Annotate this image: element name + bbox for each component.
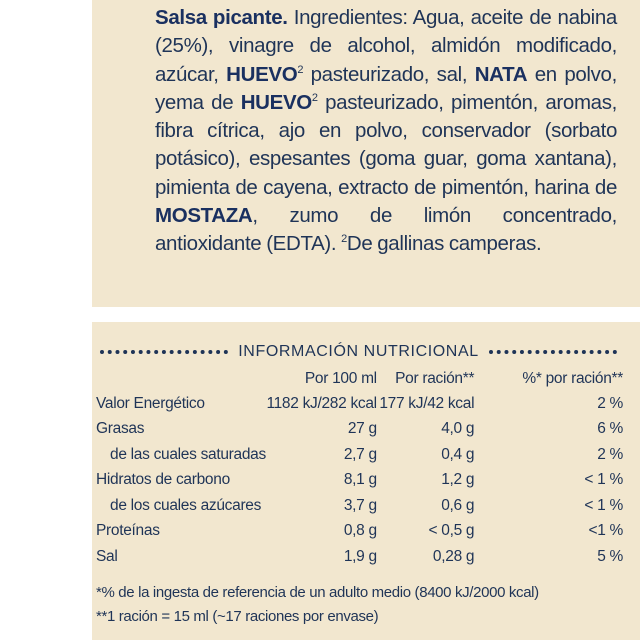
nutrient-label: de las cuales saturadas [110, 445, 266, 463]
value-percent: < 1 % [584, 496, 623, 514]
footnote-serving-size: **1 ración = 15 ml (~17 raciones por envase) [96, 608, 379, 625]
dotted-divider [100, 350, 228, 354]
ingredients-part: pasteurizado, pimentón, aromas, fibra cítrica, ajo en polvo, conservador (sorbato potásico), espesantes (goma guar, goma xantana), pimienta de cayena, extracto de pimentón, harina de [155, 90, 617, 199]
table-row [96, 468, 623, 494]
ingredients-panel [92, 0, 640, 307]
allergen-huevo: HUEVO [226, 62, 298, 86]
nutrient-label: de los cuales azúcares [110, 496, 262, 514]
value-percent: 5 % [597, 547, 623, 565]
nutrition-table [96, 366, 623, 570]
footnote-mark: 2 [311, 92, 318, 105]
table-row [96, 519, 623, 545]
value-percent: <1 % [588, 522, 623, 540]
nutrient-label: Hidratos de carbono [96, 471, 230, 489]
value-per-serving: < 0,5 g [428, 522, 475, 540]
footnote-reference-intake: *% de la ingesta de referencia de un adulto medio (8400 kJ/2000 kcal) [96, 584, 539, 601]
table-row [96, 544, 623, 570]
value-per-serving: 177 kJ/42 kcal [379, 394, 475, 412]
nutrition-title-row [96, 340, 621, 364]
value-per-serving: 0,4 g [441, 445, 475, 463]
value-per-100ml: 3,7 g [343, 496, 377, 514]
table-row [96, 417, 623, 443]
table-row [96, 442, 623, 468]
value-percent: 6 % [597, 420, 623, 438]
ingredients-text [155, 4, 617, 259]
value-per-100ml: 2,7 g [343, 445, 377, 463]
ingredients-intro: Ingredientes: Agua, aceite de nabina (25%), vinagre de alcohol, almidón modificado, azúcar, [155, 6, 617, 86]
ingredients-part: en polvo, yema de [155, 62, 617, 114]
value-per-serving: 1,2 g [441, 471, 475, 489]
product-title: Salsa picante. [155, 6, 288, 29]
value-per-100ml: 27 g [347, 420, 377, 438]
ingredients-footnote: De gallinas camperas. [346, 232, 542, 256]
value-percent: 2 % [597, 394, 623, 412]
table-row [96, 493, 623, 519]
nutrient-label: Valor Energético [96, 394, 205, 412]
allergen-huevo: HUEVO [240, 90, 312, 114]
header-empty [96, 366, 266, 391]
value-per-serving: 4,0 g [441, 420, 475, 438]
dotted-divider [489, 350, 617, 354]
allergen-nata: NATA [474, 62, 528, 86]
value-per-100ml: 0,8 g [343, 522, 377, 540]
nutrient-label: Grasas [96, 420, 145, 438]
header-per-serving: Por ración** [395, 369, 475, 387]
footnote-mark: 2 [297, 63, 304, 76]
value-per-100ml: 1,9 g [343, 547, 377, 565]
nutrient-label: Sal [96, 547, 118, 565]
allergen-mostaza: MOSTAZA [155, 204, 253, 228]
footnote-mark: 2 [341, 233, 347, 246]
ingredients-part: , zumo de limón concentrado, antioxidante (EDTA). [155, 204, 617, 256]
table-row [96, 391, 623, 417]
header-percent: %* por ración** [522, 369, 623, 387]
value-per-100ml: 8,1 g [343, 471, 377, 489]
nutrition-header-row [96, 366, 623, 391]
value-percent: 2 % [597, 445, 623, 463]
value-per-serving: 0,6 g [441, 496, 475, 514]
value-per-100ml: 1182 kJ/282 kcal [266, 394, 377, 412]
ingredients-part: pasteurizado, sal, [310, 62, 468, 86]
value-per-serving: 0,28 g [432, 547, 475, 565]
header-per-100ml: Por 100 ml [304, 369, 377, 387]
nutrition-panel [92, 322, 640, 640]
nutrition-title: INFORMACIÓN NUTRICIONAL [238, 343, 479, 360]
nutrient-label: Proteínas [96, 522, 160, 540]
value-percent: < 1 % [584, 471, 623, 489]
